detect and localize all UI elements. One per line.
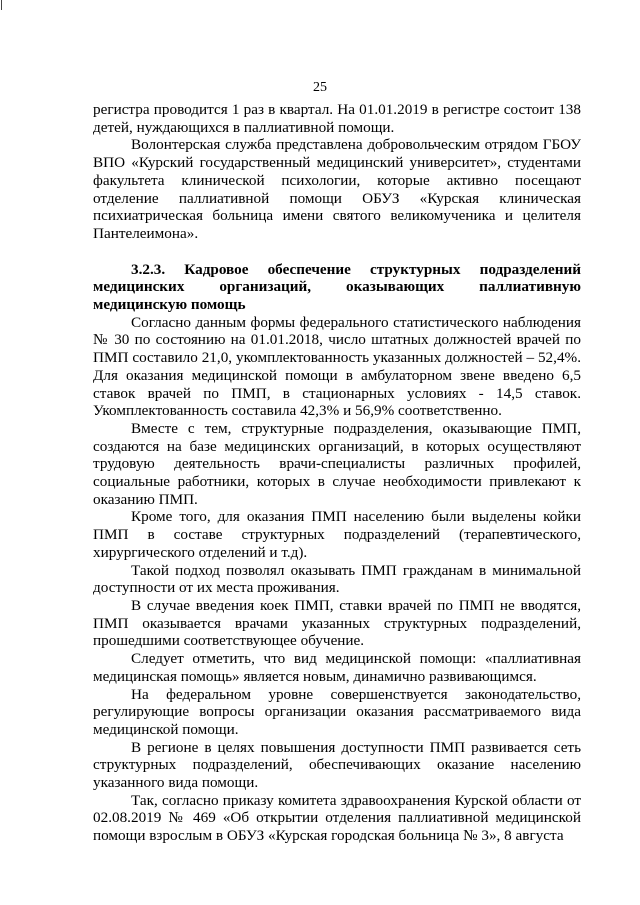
- paragraph-regional-network: В регионе в целях повышения доступности ПМП развивается сеть структурных подразделений, обеспечивающих оказание населению указанного вида помощи.: [93, 738, 581, 792]
- scan-edge-mark: [1, 0, 2, 10]
- page-number: 25: [313, 80, 327, 95]
- paragraph-volunteer-service: Волонтерская служба представлена добровольческим отрядом ГБОУ ВПО «Курский государственный медицинский университет», студентами факультета клинической психологии, которые активно посещают отделение паллиативной помощи ОБУЗ «Курская клиническая психиатрическая больница имени святого великомученика и целителя Пантелеимона».: [93, 136, 581, 242]
- paragraph-new-care-type: Следует отметить, что вид медицинской помощи: «паллиативная медицинская помощь» является новым, динамично развивающимся.: [93, 650, 581, 685]
- paragraph-structural-units: Вместе с тем, структурные подразделения, оказывающие ПМП, создаются на базе медицинских организаций, в которых осуществляют трудовую деятельность врачи-специалисты различных профилей, социальные работники, которых в случае необходимости привлекают к оказанию ПМП.: [93, 419, 581, 508]
- document-body: [93, 101, 581, 845]
- paragraph-bed-staffing: В случае введения коек ПМП, ставки врачей по ПМП не вводятся, ПМП оказывается врачами указанных структурных подразделений, прошедшими соответствующее обучение.: [93, 596, 581, 650]
- paragraph-registry: регистра проводится 1 раз в квартал. На 01.01.2019 в регистре состоит 138 детей, нуждающихся в паллиативной помощи.: [93, 101, 581, 136]
- paragraph-staffing-statistics: Согласно данным формы федерального статистического наблюдения № 30 по состоянию на 01.01.2018, число штатных должностей врачей по ПМП составило 21,0, укомплектованность указанных должностей – 52,4%. Для оказания медицинской помощи в амбулаторном звене введено 6,5 ставок врачей по ПМП, в стационарных условиях - 14,5 ставок. Укомплектованность составила 42,3% и 56,9% соответственно.: [93, 313, 581, 420]
- paragraph-federal-legislation: На федеральном уровне совершенствуется законодательство, регулирующие вопросы организации оказания рассматриваемого вида медицинской помощи.: [93, 685, 581, 738]
- paragraph-approach: Такой подход позволял оказывать ПМП гражданам в минимальной доступности от их места проживания.: [93, 561, 581, 597]
- paragraph-beds-allocation: Кроме того, для оказания ПМП населению были выделены койки ПМП в составе структурных подразделений (терапевтического, хирургического отделений и т.д).: [93, 508, 581, 561]
- paragraph-order: Так, согласно приказу комитета здравоохранения Курской области от 02.08.2019 № 469 «Об открытии отделения паллиативной медицинской помощи взрослым в ОБУЗ «Курская городская больница № 3», 8 августа: [93, 791, 581, 845]
- section-heading: 3.2.3. Кадровое обеспечение структурных подразделений медицинских организаций, оказывающих паллиативную медицинскую помощь: [93, 260, 581, 314]
